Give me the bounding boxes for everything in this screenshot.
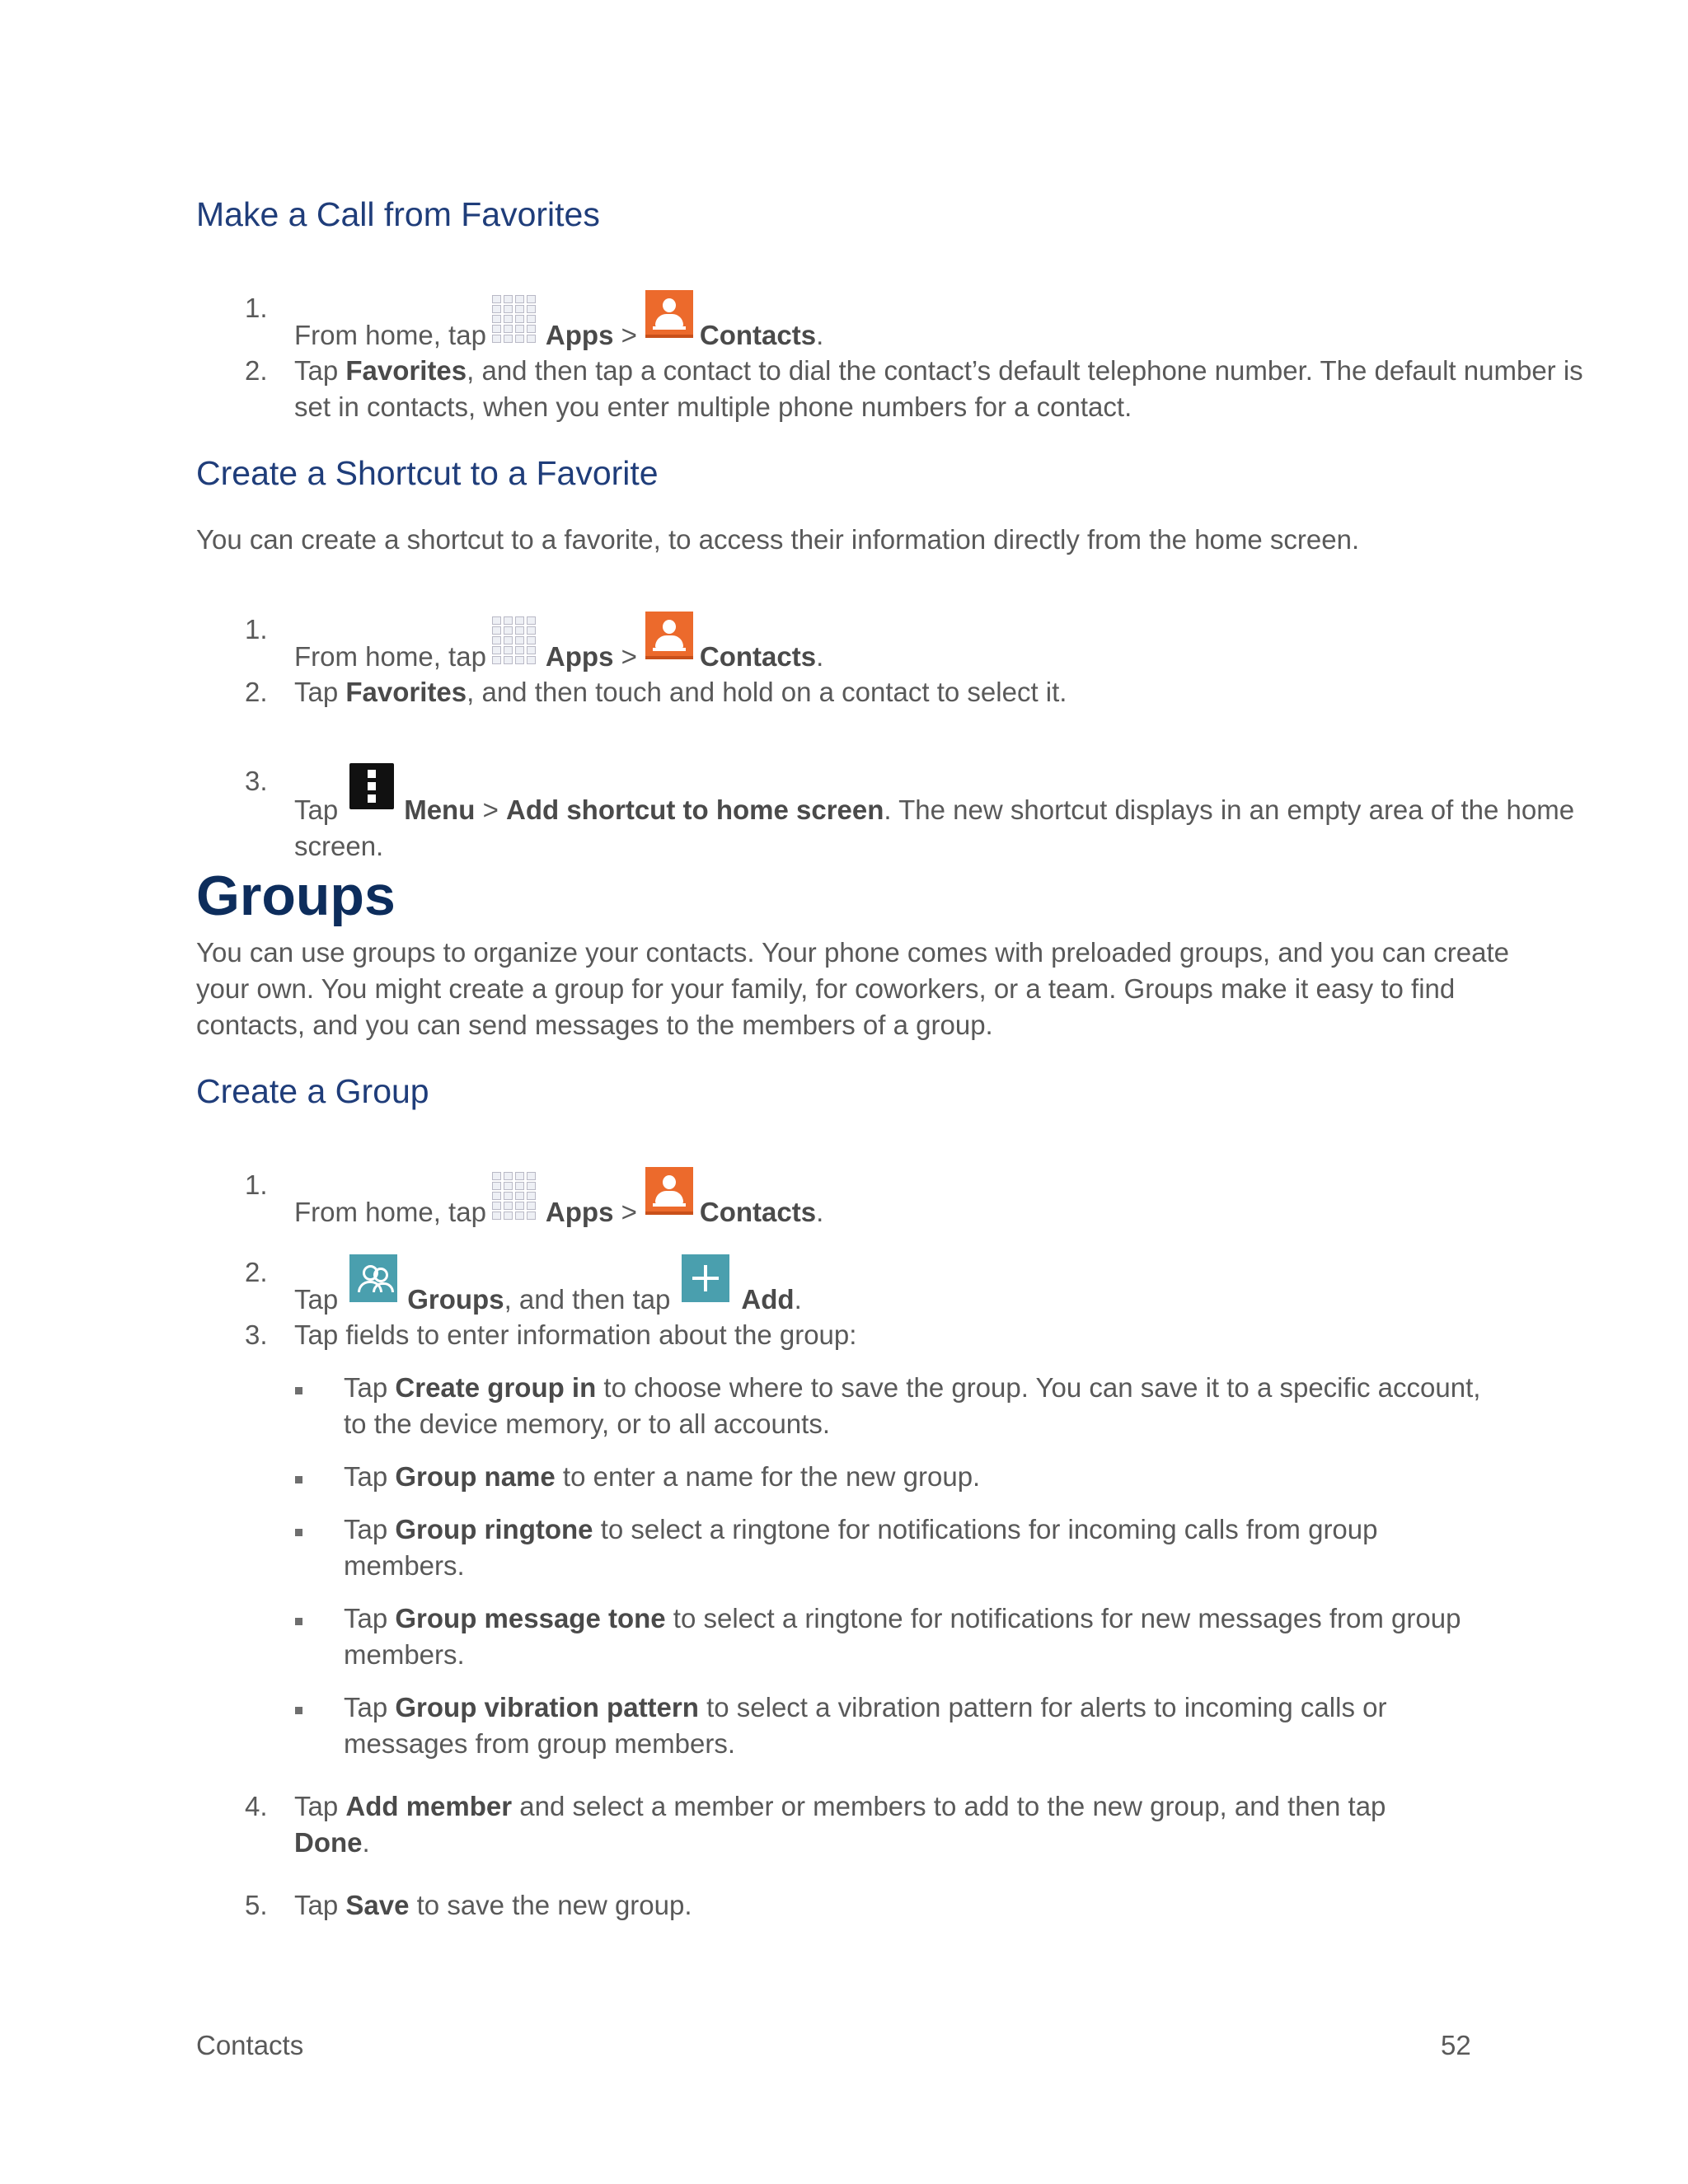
bullet-text: Tap Group name to enter a name for the new group.	[344, 1461, 981, 1492]
step-number: 2.	[245, 355, 268, 386]
step-number: 2.	[245, 1257, 268, 1287]
add-icon	[682, 1254, 729, 1302]
groups-icon	[349, 1254, 397, 1302]
step-text: From home, tap Apps > Contacts.	[294, 290, 1605, 354]
contacts-icon	[645, 612, 693, 659]
step-text: Tap Save to save the new group.	[294, 1890, 692, 1920]
step-text: Tap Add member and select a member or members to add to the new group, and then tap Done.	[294, 1791, 1386, 1858]
step-number: 1.	[245, 293, 268, 323]
apps-grid-icon	[490, 615, 539, 664]
apps-grid-icon	[490, 293, 539, 343]
step-number: 1.	[245, 1169, 268, 1200]
bullet-text: Tap Create group in to choose where to save the group. You can save it to a specific account, to the device memory, or to all accounts.	[344, 1372, 1481, 1439]
heading-create-shortcut: Create a Shortcut to a Favorite	[196, 454, 659, 492]
groups-intro: You can use groups to organize your contacts. Your phone comes with preloaded groups, and you can create your own. You might create a group for your family, for coworkers, or a team. Groups make it easy to find contacts, and you can send messages to the members of a group.	[196, 937, 1510, 1040]
bullet-text: Tap Group ringtone to select a ringtone for notifications for incoming calls from group members.	[344, 1514, 1378, 1581]
bullet-marker	[295, 1618, 302, 1625]
step-number: 3.	[245, 766, 268, 796]
step-number: 2.	[245, 677, 268, 707]
step-text: From home, tap Apps > Contacts.	[294, 1167, 1605, 1230]
step-text: Tap fields to enter information about the group:	[294, 1319, 857, 1350]
step-number: 4.	[245, 1791, 268, 1821]
contacts-icon	[645, 1167, 693, 1215]
step-text: Tap Menu > Add shortcut to home screen. The new shortcut displays in an empty area of the home screen.	[294, 763, 1605, 865]
step-text: Tap Favorites, and then tap a contact to dial the contact’s default telephone number. The default number is set in contacts, when you enter multiple phone numbers for a contact.	[294, 355, 1583, 422]
apps-grid-icon	[490, 1170, 539, 1220]
bullet-text: Tap Group vibration pattern to select a vibration pattern for alerts to incoming calls or messages from group members.	[344, 1692, 1387, 1759]
step-number: 5.	[245, 1890, 268, 1920]
menu-icon	[349, 763, 394, 809]
step-text: Tap Groups, and then tap Add.	[294, 1254, 1605, 1318]
bullet-marker	[295, 1707, 302, 1714]
section-intro: You can create a shortcut to a favorite, to access their information directly from the home screen.	[196, 524, 1360, 555]
step-number: 1.	[245, 614, 268, 644]
step-text: Tap Favorites, and then touch and hold on a contact to select it.	[294, 677, 1067, 707]
groups-title: Groups	[196, 865, 396, 927]
heading-create-group: Create a Group	[196, 1072, 429, 1110]
bullet-marker	[295, 1529, 302, 1536]
bullet-marker	[295, 1476, 302, 1483]
bullet-marker	[295, 1387, 302, 1394]
step-number: 3.	[245, 1319, 268, 1350]
footer-section-name: Contacts	[196, 2030, 304, 2060]
contacts-icon	[645, 290, 693, 338]
page-number: 52	[1441, 2030, 1471, 2060]
step-text: From home, tap Apps > Contacts.	[294, 612, 1605, 675]
heading-make-call-from-favorites: Make a Call from Favorites	[196, 195, 600, 233]
bullet-text: Tap Group message tone to select a ringtone for notifications for new messages from group members.	[344, 1603, 1461, 1670]
